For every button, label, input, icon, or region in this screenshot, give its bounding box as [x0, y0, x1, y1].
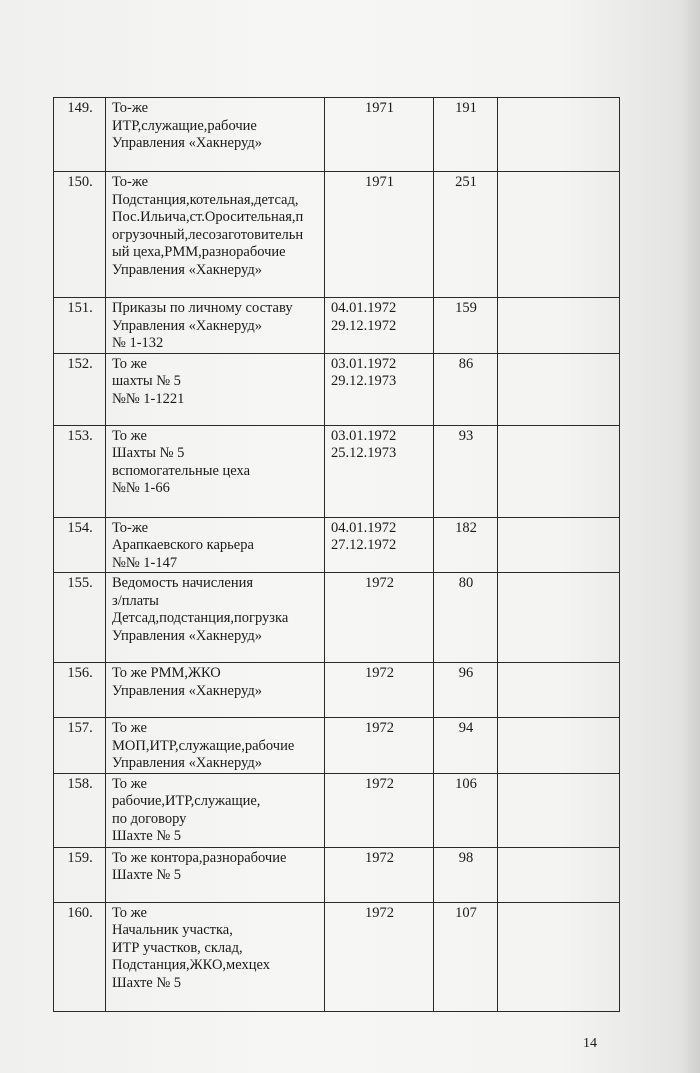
row-dates	[325, 517, 434, 573]
date-line: 1972	[365, 904, 394, 921]
row-sheet-count: 86	[434, 353, 498, 425]
date-line: 27.12.1972	[331, 537, 397, 553]
row-notes	[498, 773, 620, 847]
table-row	[54, 573, 620, 663]
title-line: Детсад,подстанция,погрузка	[112, 610, 289, 626]
title-line: Управления «Хакнеруд»	[112, 317, 262, 334]
title-line: То же контора,разнорабочие	[112, 849, 287, 866]
row-number: 152.	[54, 353, 106, 425]
date-line: 29.12.1972	[331, 317, 397, 334]
title-line: Шахты № 5	[112, 445, 185, 461]
table-row	[54, 353, 620, 425]
title-line: Ведомость начисления	[112, 575, 254, 591]
title-line: Управления «Хакнеруд»	[112, 261, 262, 278]
row-number: 149.	[54, 98, 106, 172]
title-line: Управления «Хакнеруд»	[112, 627, 262, 644]
row-sheet-count: 159	[434, 298, 498, 354]
title-line: огрузочный,лесозаготовительн	[112, 226, 304, 243]
row-sheet-count: 93	[434, 425, 498, 517]
row-number: 158.	[54, 773, 106, 847]
row-title	[106, 902, 325, 1011]
row-notes	[498, 298, 620, 354]
title-line: №№ 1-1221	[112, 390, 185, 407]
row-notes	[498, 663, 620, 718]
table-row	[54, 902, 620, 1011]
row-title	[106, 663, 325, 718]
row-sheet-count: 80	[434, 573, 498, 663]
row-sheet-count: 182	[434, 517, 498, 573]
table-row	[54, 773, 620, 847]
title-line: № 1-132	[112, 335, 164, 351]
title-line: То-же	[112, 100, 149, 116]
row-dates	[325, 353, 434, 425]
title-line: То-же	[112, 174, 149, 190]
inventory-table-body	[54, 98, 620, 1012]
row-number: 156.	[54, 663, 106, 718]
title-line: ИТР участков, склад,	[112, 939, 243, 956]
title-line: То же	[112, 904, 147, 921]
row-sheet-count: 94	[434, 718, 498, 774]
date-line: 1971	[365, 100, 394, 116]
row-sheet-count: 96	[434, 663, 498, 718]
date-line: 25.12.1973	[331, 445, 397, 461]
date-line: 03.01.1972	[331, 355, 397, 372]
page-number: 14	[583, 1036, 597, 1051]
table-row	[54, 425, 620, 517]
date-line: 29.12.1973	[331, 373, 397, 389]
row-title	[106, 573, 325, 663]
title-line: Шахте № 5	[112, 974, 182, 991]
title-line: То же	[112, 355, 147, 372]
row-dates	[325, 425, 434, 517]
title-line: Управления «Хакнеруд»	[112, 755, 262, 771]
row-sheet-count: 98	[434, 847, 498, 902]
title-line: Подстанция,котельная,детсад,	[112, 191, 299, 208]
row-sheet-count: 251	[434, 172, 498, 298]
table-row	[54, 847, 620, 902]
row-title	[106, 298, 325, 354]
inventory-table	[53, 97, 620, 1012]
date-line: 03.01.1972	[331, 427, 397, 444]
title-line: вспомогательные цеха	[112, 462, 251, 479]
row-title	[106, 425, 325, 517]
row-number: 155.	[54, 573, 106, 663]
title-line: Начальник участка,	[112, 922, 233, 938]
title-line: То же	[112, 720, 147, 736]
row-notes	[498, 718, 620, 774]
row-sheet-count: 107	[434, 902, 498, 1011]
title-line: То же	[112, 427, 147, 444]
row-number: 160.	[54, 902, 106, 1011]
date-line: 1972	[365, 720, 394, 736]
row-title	[106, 773, 325, 847]
title-line: Приказы по личному составу	[112, 300, 293, 316]
row-dates	[325, 298, 434, 354]
row-notes	[498, 172, 620, 298]
title-line: Пос.Ильича,ст.Оросительная,п	[112, 209, 304, 225]
row-notes	[498, 98, 620, 172]
date-line: 1972	[365, 575, 394, 591]
row-dates	[325, 773, 434, 847]
row-number: 153.	[54, 425, 106, 517]
row-title	[106, 98, 325, 172]
table-row	[54, 718, 620, 774]
title-line: ИТР,служащие,рабочие	[112, 117, 257, 134]
date-line: 1971	[365, 174, 394, 190]
title-line: ый цеха,РММ,разнорабочие	[112, 244, 286, 260]
title-line: То-же	[112, 519, 149, 536]
table-row	[54, 98, 620, 172]
row-number: 151.	[54, 298, 106, 354]
table-row	[54, 298, 620, 354]
row-notes	[498, 517, 620, 573]
row-title	[106, 517, 325, 573]
title-line: Подстанция,ЖКО,мехцех	[112, 957, 270, 973]
row-notes	[498, 353, 620, 425]
row-sheet-count: 191	[434, 98, 498, 172]
row-sheet-count: 106	[434, 773, 498, 847]
row-title	[106, 847, 325, 902]
date-line: 04.01.1972	[331, 300, 397, 316]
row-title	[106, 718, 325, 774]
title-line: рабочие,ИТР,служащие,	[112, 793, 261, 809]
row-dates	[325, 663, 434, 718]
row-notes	[498, 573, 620, 663]
date-line: 1972	[365, 849, 394, 866]
title-line: Шахте № 5	[112, 828, 182, 844]
row-dates	[325, 98, 434, 172]
title-line: МОП,ИТР,служащие,рабочие	[112, 737, 295, 754]
title-line: №№ 1-147	[112, 554, 178, 571]
table-row	[54, 172, 620, 298]
row-dates	[325, 172, 434, 298]
row-number: 157.	[54, 718, 106, 774]
row-dates	[325, 847, 434, 902]
title-line: №№ 1-66	[112, 480, 170, 496]
row-number: 159.	[54, 847, 106, 902]
row-number: 150.	[54, 172, 106, 298]
row-dates	[325, 573, 434, 663]
row-title	[106, 353, 325, 425]
title-line: Арапкаевского карьера	[112, 537, 254, 553]
date-line: 04.01.1972	[331, 519, 397, 536]
date-line: 1972	[365, 775, 394, 792]
table-row	[54, 517, 620, 573]
date-line: 1972	[365, 665, 394, 681]
row-notes	[498, 847, 620, 902]
title-line: Управления «Хакнеруд»	[112, 682, 262, 699]
row-number: 154.	[54, 517, 106, 573]
title-line: Управления «Хакнеруд»	[112, 135, 262, 151]
row-dates	[325, 718, 434, 774]
title-line: То же РММ,ЖКО	[112, 665, 221, 681]
row-dates	[325, 902, 434, 1011]
title-line: шахты № 5	[112, 373, 181, 389]
title-line: Шахте № 5	[112, 867, 182, 883]
row-notes	[498, 902, 620, 1011]
title-line: по договору	[112, 810, 187, 827]
table-row	[54, 663, 620, 718]
title-line: То же	[112, 775, 147, 792]
row-title	[106, 172, 325, 298]
row-notes	[498, 425, 620, 517]
title-line: з/платы	[112, 592, 159, 609]
